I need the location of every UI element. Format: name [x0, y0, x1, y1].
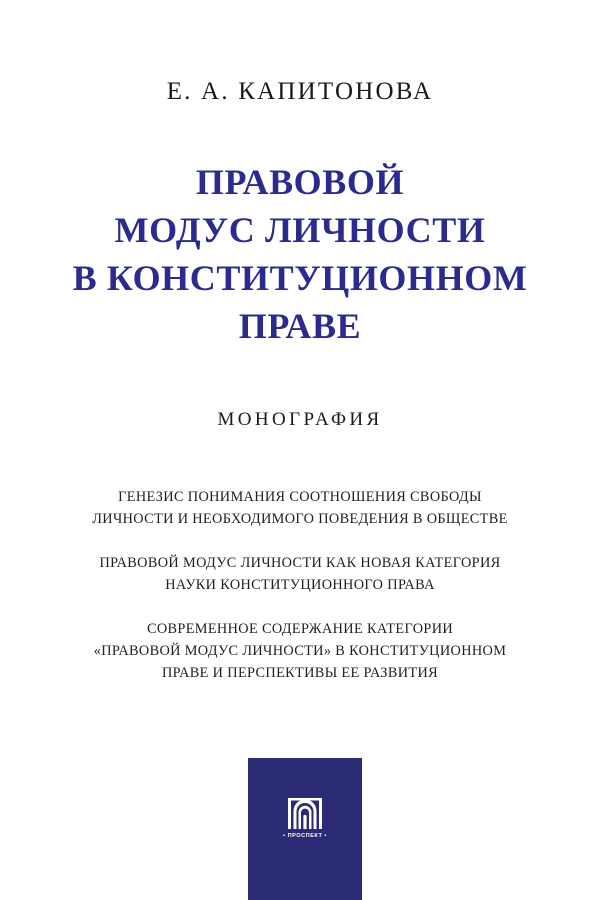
- title-line-4: ПРАВЕ: [238, 306, 362, 346]
- topic-2-line-2: НАУКИ КОНСТИТУЦИОННОГО ПРАВА: [165, 577, 435, 593]
- topic-2-line-1: ПРАВОВОЙ МОДУС ЛИЧНОСТИ КАК НОВАЯ КАТЕГОРИЯ: [99, 555, 501, 571]
- topic-list: [0, 486, 600, 684]
- author-name: Е. А. КАПИТОНОВА: [166, 78, 434, 105]
- topic-item: [0, 552, 600, 596]
- prospekt-arch-logo-icon: [288, 798, 322, 829]
- title-line-1: ПРАВОВОЙ: [195, 162, 405, 202]
- publisher-name: • ПРОСПЕКТ •: [283, 833, 327, 839]
- topic-1-line-2: ЛИЧНОСТИ И НЕОБХОДИМОГО ПОВЕДЕНИЯ В ОБЩЕСТВЕ: [92, 511, 508, 527]
- topic-1-line-1: ГЕНЕЗИС ПОНИМАНИЯ СООТНОШЕНИЯ СВОБОДЫ: [118, 489, 482, 505]
- publication-kind: МОНОГРАФИЯ: [217, 409, 383, 430]
- topic-3-line-2: «ПРАВОВОЙ МОДУС ЛИЧНОСТИ» В КОНСТИТУЦИОННОМ: [93, 643, 507, 659]
- book-title: [0, 158, 600, 350]
- publisher-logo-block: [248, 758, 362, 900]
- topic-3-line-1: СОВРЕМЕННОЕ СОДЕРЖАНИЕ КАТЕГОРИИ: [146, 621, 454, 637]
- title-line-2: МОДУС ЛИЧНОСТИ: [114, 210, 486, 250]
- topic-3-line-3: ПРАВЕ И ПЕРСПЕКТИВЫ ЕЕ РАЗВИТИЯ: [161, 665, 439, 681]
- topic-item: [0, 618, 600, 684]
- topic-item: [0, 486, 600, 530]
- title-line-3: В КОНСТИТУЦИОННОМ: [72, 258, 528, 298]
